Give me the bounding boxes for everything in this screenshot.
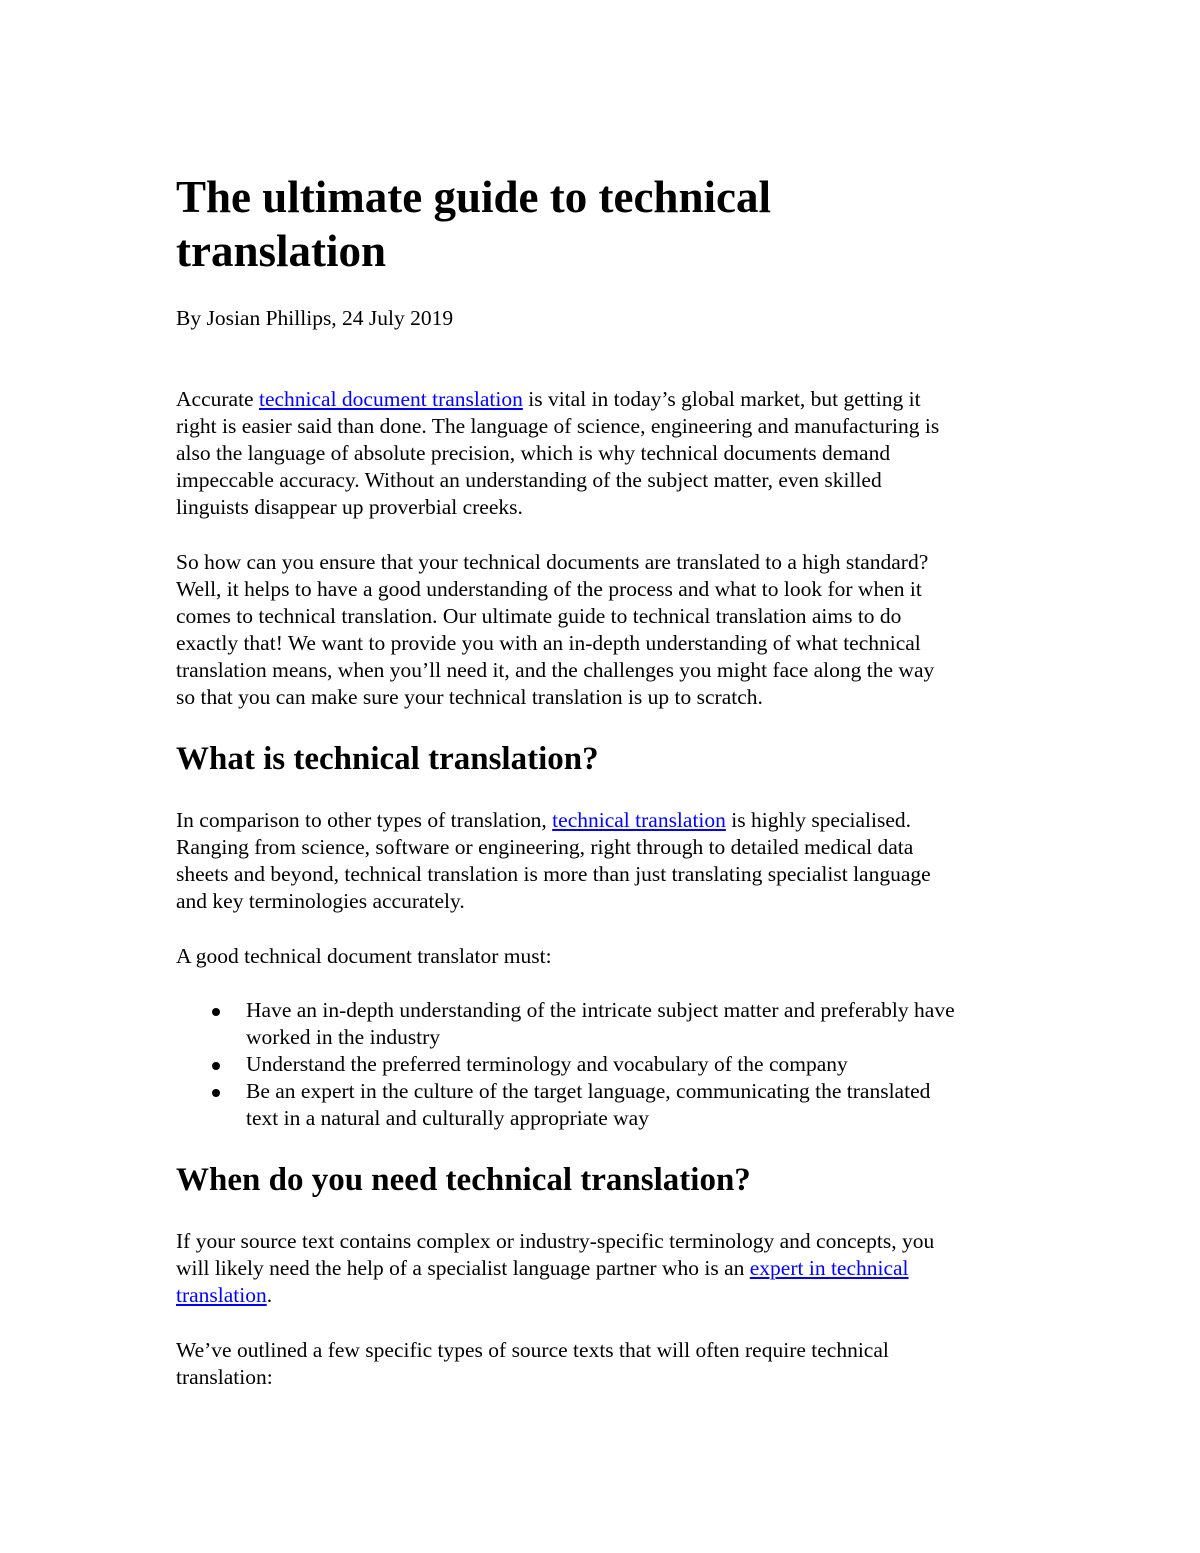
paragraph-outlined <box>176 1337 889 1391</box>
paragraph-line: translation: <box>176 1365 273 1389</box>
list-item <box>176 997 955 1051</box>
paragraph-line <box>176 1282 934 1309</box>
text: will likely need the help of a specialist language partner who is an <box>176 1256 750 1280</box>
paragraph-line: Ranging from science, software or engineering, right through to detailed medical data <box>176 835 914 859</box>
paragraph-how <box>176 549 934 711</box>
text: is highly specialised. <box>725 808 912 832</box>
text: In comparison to other types of translation, <box>176 808 553 832</box>
text: is vital in today’s global market, but getting it <box>522 387 921 411</box>
list-item-line: Understand the preferred terminology and vocabulary of the company <box>246 1052 848 1076</box>
paragraph-line: So how can you ensure that your technical documents are translated to a high standard? <box>176 550 929 574</box>
list-item <box>176 1078 955 1132</box>
paragraph-line: linguists disappear up proverbial creeks. <box>176 495 523 519</box>
list-item-line: Have an in-depth understanding of the intricate subject matter and preferably have <box>246 998 955 1022</box>
list-item-line: worked in the industry <box>246 1025 441 1049</box>
title-line: translation <box>176 226 387 276</box>
title-line: The ultimate guide to technical <box>176 172 771 222</box>
paragraph-line: and key terminologies accurately. <box>176 889 465 913</box>
paragraph-line: comes to technical translation. Our ultimate guide to technical translation aims to do <box>176 604 902 628</box>
paragraph-line: exactly that! We want to provide you with an in-depth understanding of what technical <box>176 631 921 655</box>
link-technical-translation[interactable]: technical translation <box>552 808 726 832</box>
bullet-list <box>176 997 955 1132</box>
paragraph-line <box>176 1255 934 1282</box>
link-expert-in-technical-translation-cont[interactable]: translation <box>176 1283 267 1307</box>
paragraph-line: impeccable accuracy. Without an understanding of the subject matter, even skilled <box>176 468 882 492</box>
paragraph-line <box>176 807 931 834</box>
paragraph-comparison <box>176 807 931 915</box>
paragraph-line: translation means, when you’ll need it, and the challenges you might face along the way <box>176 658 935 682</box>
document-title <box>176 170 771 278</box>
paragraph-intro <box>176 386 939 521</box>
paragraph-line: We’ve outlined a few specific types of source texts that will often require technical <box>176 1338 889 1362</box>
paragraph-line: sheets and beyond, technical translation is more than just translating specialist language <box>176 862 931 886</box>
link-technical-document-translation[interactable]: technical document translation <box>258 387 523 411</box>
text: Accurate <box>176 387 259 411</box>
paragraph-line: right is easier said than done. The language of science, engineering and manufacturing is <box>176 414 940 438</box>
paragraph-line: Well, it helps to have a good understanding of the process and what to look for when it <box>176 577 922 601</box>
paragraph-line: also the language of absolute precision, which is why technical documents demand <box>176 441 891 465</box>
paragraph-source-text <box>176 1228 934 1309</box>
paragraph-translator-must: A good technical document translator must: <box>176 944 552 968</box>
text: . <box>266 1283 273 1307</box>
list-item <box>176 1051 955 1078</box>
paragraph-line: If your source text contains complex or industry-specific terminology and concepts, you <box>176 1229 935 1253</box>
byline: By Josian Phillips, 24 July 2019 <box>176 306 454 330</box>
link-expert-in-technical-translation[interactable]: expert in technical <box>749 1256 909 1280</box>
list-item-line: text in a natural and culturally appropriate way <box>246 1106 649 1130</box>
list-item-line: Be an expert in the culture of the target language, communicating the translated <box>246 1079 931 1103</box>
paragraph-line: so that you can make sure your technical translation is up to scratch. <box>176 685 763 709</box>
paragraph-line <box>176 386 939 413</box>
heading-what-is: What is technical translation? <box>176 741 599 777</box>
heading-when-need: When do you need technical translation? <box>176 1162 751 1198</box>
